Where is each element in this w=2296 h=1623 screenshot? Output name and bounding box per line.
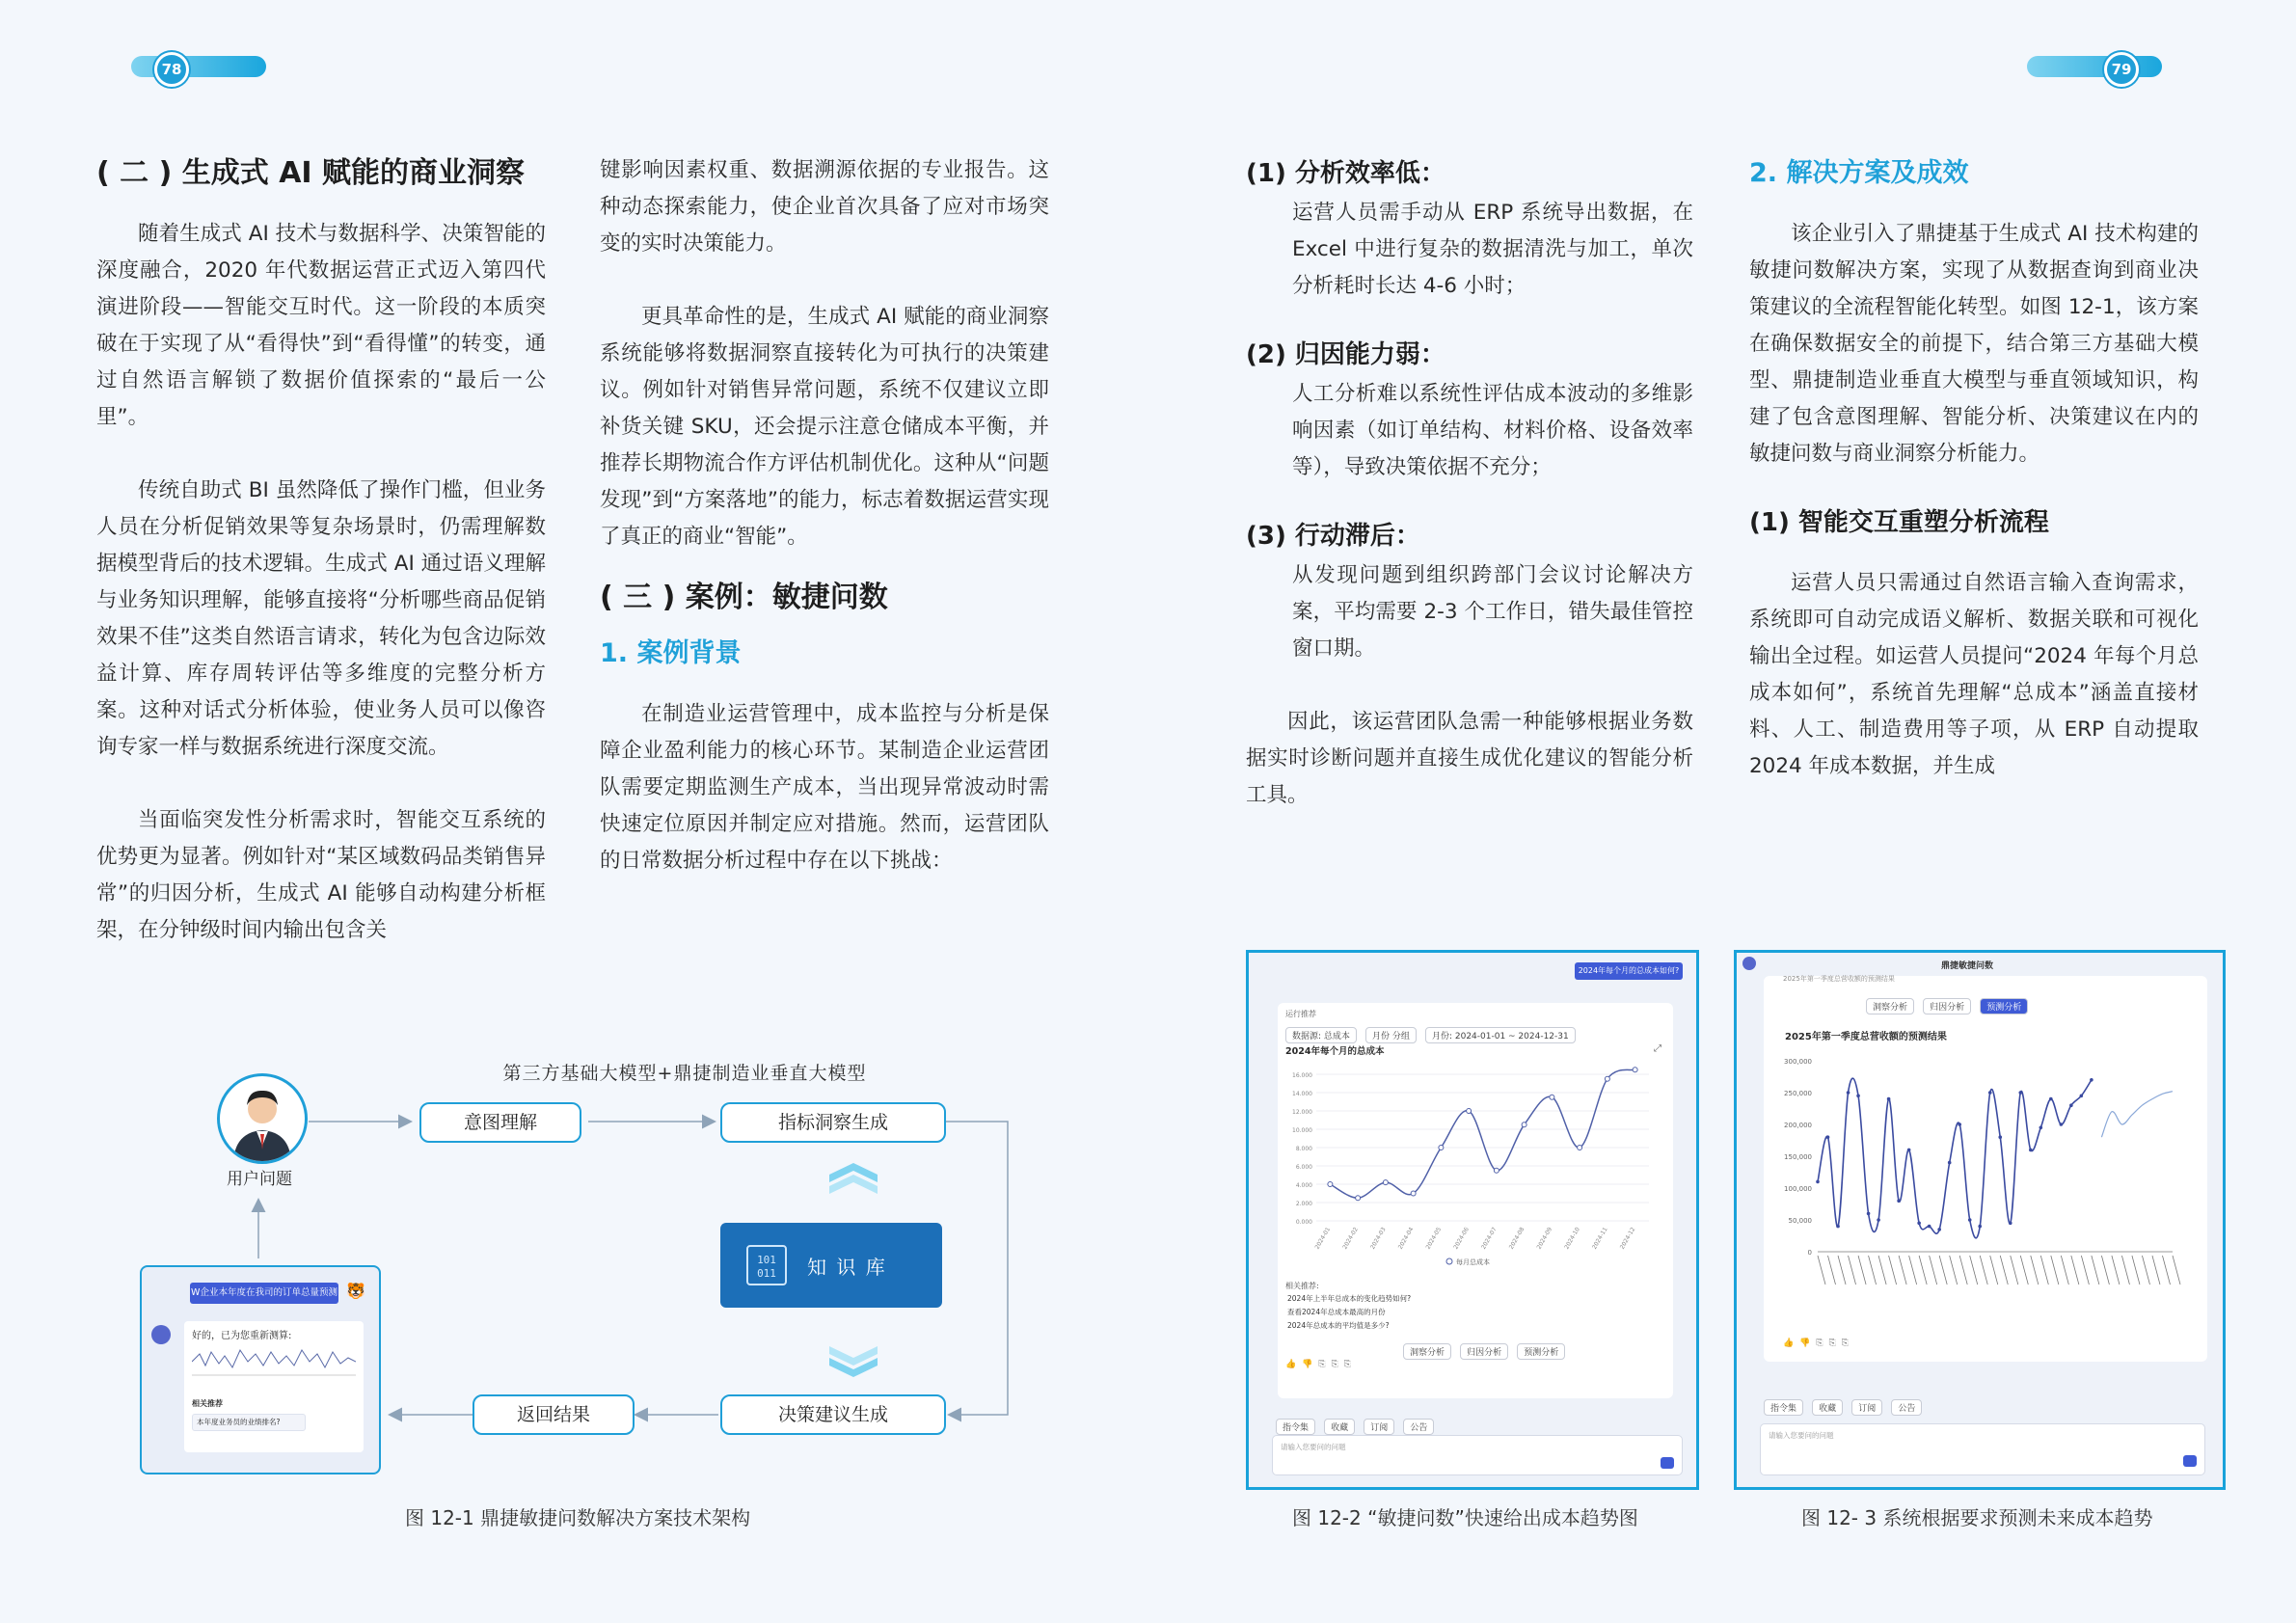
y-tick-label: 200,000 xyxy=(1784,1122,1812,1129)
data-point xyxy=(1383,1180,1388,1185)
y-tick-label: 100,000 xyxy=(1784,1185,1812,1193)
previous-title-snippet: 2025年第一季度总营收额的预测结果 xyxy=(1783,975,1895,983)
forecast-analysis-button[interactable]: 预测分析 xyxy=(1517,1343,1565,1360)
question-input[interactable] xyxy=(1760,1423,2205,1475)
challenge-heading-1: (1) 分析效率低： xyxy=(1246,159,1445,188)
thinking-label: 运行推荐 xyxy=(1285,1010,1316,1018)
related-label: 相关推荐: xyxy=(1285,1282,1319,1290)
paragraph: 人工分析难以系统性评估成本波动的多维影响因素（如订单结构、材料价格、设备效率等），导致决策依据不充分； xyxy=(1292,382,1693,479)
return-result-box: 返回结果 xyxy=(473,1394,635,1435)
challenge-heading-2: (2) 归因能力弱： xyxy=(1246,340,1445,369)
section-heading-2: ( 二 ) 生成式 AI 赋能的商业洞察 xyxy=(96,156,526,190)
legend-marker xyxy=(1446,1258,1452,1264)
data-point xyxy=(1856,1095,1860,1098)
data-point xyxy=(1522,1123,1526,1127)
y-tick-label: 0.000 xyxy=(1295,1219,1312,1226)
y-tick-label: 150,000 xyxy=(1784,1153,1812,1161)
x-tick-label: 2024-07 xyxy=(1480,1226,1499,1251)
question-input-placeholder: 请输入您要问的问题 xyxy=(1769,1431,1834,1440)
question-input[interactable] xyxy=(1272,1435,1683,1475)
mini-reply-card xyxy=(184,1321,364,1452)
app-header-title[interactable]: 鼎捷敏捷问数 xyxy=(1941,961,1994,971)
data-point xyxy=(1948,1161,1952,1165)
send-icon[interactable] xyxy=(2183,1455,2197,1467)
x-tick-label xyxy=(2000,1256,2008,1285)
series-line xyxy=(1330,1069,1634,1198)
right-column-1 xyxy=(1246,152,1693,814)
forecast-analysis-button[interactable]: 预测分析 xyxy=(1980,998,2028,1014)
left-column-1 xyxy=(96,152,546,949)
paragraph: 因此，该运营团队急需一种能够根据业务数据实时诊断问题并直接生成优化建议的智能分析工具。 xyxy=(1246,710,1693,807)
expand-icon[interactable]: ⤢ xyxy=(1654,1043,1661,1054)
paragraph: 运营人员需手动从 ERP 系统导出数据，在 Excel 中进行复杂的数据清洗与加工，单次分析耗时长达 4-6 小时； xyxy=(1292,201,1693,298)
answer-card xyxy=(1764,976,2207,1362)
suggestion-item[interactable]: 2024年总成本的平均值是多少? xyxy=(1287,1321,1390,1330)
command-set-button[interactable]: 指令集 xyxy=(1764,1399,1803,1416)
x-tick-label xyxy=(2040,1256,2048,1285)
x-tick-label xyxy=(2051,1256,2059,1285)
x-tick-label xyxy=(2020,1256,2028,1285)
x-tick-label: 2024-05 xyxy=(1424,1226,1444,1251)
toolbar xyxy=(1276,1416,1438,1435)
y-tick-label: 4.000 xyxy=(1295,1182,1312,1189)
feedback-icons[interactable]: 👍👎⎘⎘⎘ xyxy=(1285,1360,1358,1369)
y-tick-label: 0 xyxy=(1807,1249,1812,1257)
data-point xyxy=(1816,1180,1820,1184)
user-question-label: 用户问题 xyxy=(227,1170,292,1189)
answer-card xyxy=(1278,1003,1673,1398)
favorites-button[interactable]: 收藏 xyxy=(1812,1399,1843,1416)
x-tick-label xyxy=(2061,1256,2068,1285)
insight-analysis-button[interactable]: 洞察分析 xyxy=(1866,998,1914,1014)
x-tick-label xyxy=(1889,1256,1897,1285)
forecast-series-line xyxy=(2101,1092,2173,1138)
data-point xyxy=(2039,1126,2043,1130)
x-tick-label: 2024-03 xyxy=(1369,1226,1388,1251)
data-point xyxy=(1467,1109,1472,1114)
data-point xyxy=(1847,1091,1850,1095)
screenshot-forecast xyxy=(1734,950,2226,1490)
person-icon xyxy=(220,1076,305,1161)
y-tick-label: 50,000 xyxy=(1788,1217,1812,1225)
y-tick-label: 250,000 xyxy=(1784,1090,1812,1097)
x-tick-label xyxy=(1818,1256,1825,1285)
x-tick-label xyxy=(2092,1256,2099,1285)
data-point xyxy=(2018,1091,2022,1095)
data-point xyxy=(2029,1149,2033,1152)
subscribe-button[interactable]: 订阅 xyxy=(1364,1419,1394,1435)
data-point xyxy=(1887,1097,1891,1101)
suggestion-item[interactable]: 查看2024年总成本最高的月份 xyxy=(1287,1308,1386,1316)
x-tick-label: 2024-10 xyxy=(1563,1226,1581,1251)
x-tick-label xyxy=(2152,1256,2160,1285)
user-avatar xyxy=(217,1073,308,1164)
data-point xyxy=(1633,1068,1637,1072)
paragraph: 更具革命性的是，生成式 AI 赋能的商业洞察系统能够将数据洞察直接转化为可执行的决策建议。例如针对销售异常问题，系统不仅建议立即补货关键 SKU，还会提示注意仓储成本平衡，并推荐长期物流合作方评估机制优化。这种从“问题发现”到“方案落地”的能力，标志着数据运营实现了真正的商业“智能”。 xyxy=(600,305,1049,549)
filter-chip[interactable]: 月份 分组 xyxy=(1365,1027,1417,1043)
page-number-right: 79 xyxy=(2104,52,2139,87)
user-query-bubble: 2024年每个月的总成本如何? xyxy=(1575,962,1683,980)
x-tick-label xyxy=(1959,1256,1967,1285)
actual-series-line xyxy=(1818,1078,2092,1238)
svg-text:011: 011 xyxy=(757,1267,776,1280)
data-point xyxy=(1439,1146,1444,1150)
x-tick-label xyxy=(1950,1256,1958,1285)
x-tick-label xyxy=(1970,1256,1978,1285)
svg-text:101: 101 xyxy=(757,1254,776,1266)
legend-label: 每月总成本 xyxy=(1456,1258,1490,1266)
y-tick-label: 14.000 xyxy=(1292,1091,1312,1097)
data-point xyxy=(2009,1222,2012,1226)
right-column-2 xyxy=(1749,152,2199,785)
x-tick-label xyxy=(1980,1256,1987,1285)
chart-title: 2025年第一季度总营收额的预测结果 xyxy=(1785,1032,1947,1042)
x-tick-label: 2024-08 xyxy=(1507,1226,1526,1251)
data-point xyxy=(1550,1095,1554,1099)
x-tick-label xyxy=(1930,1256,1937,1285)
data-point xyxy=(1411,1191,1416,1196)
data-point xyxy=(2069,1103,2073,1107)
x-tick-label: 2024-09 xyxy=(1535,1226,1554,1251)
interaction-heading: (1) 智能交互重塑分析流程 xyxy=(1749,508,2049,537)
data-point xyxy=(1968,1218,1972,1222)
data-point xyxy=(1897,1199,1901,1203)
x-tick-label xyxy=(2081,1256,2089,1285)
mini-chart xyxy=(192,1342,356,1377)
analysis-actions xyxy=(1866,995,2032,1014)
x-tick-label: 2024-12 xyxy=(1618,1226,1637,1251)
paragraph: 该企业引入了鼎捷基于生成式 AI 技术构建的敏捷问数解决方案，实现了从数据查询到商业决策建议的全流程智能化转型。如图 12-1，该方案在确保数据安全的前提下，结合第三方基础大模型、鼎捷制造业垂直大模型与垂直领域知识，构建了包含意图理解、智能分析、决策建议在内的敏捷问数与商业洞察分析能力。 xyxy=(1749,222,2199,466)
figure-caption-12-3: 图 12- 3 系统根据要求预测未来成本趋势 xyxy=(1801,1506,2153,1529)
challenge-heading-3: (3) 行动滞后： xyxy=(1246,522,1420,551)
attribution-analysis-button[interactable]: 归因分析 xyxy=(1923,998,1971,1014)
case-background-heading: 1. 案例背景 xyxy=(600,638,742,668)
data-point xyxy=(1867,1212,1871,1216)
x-tick-label: 2024-02 xyxy=(1341,1226,1360,1251)
x-tick-label xyxy=(1990,1256,1998,1285)
data-point xyxy=(1928,1225,1931,1229)
x-tick-label xyxy=(1869,1256,1877,1285)
data-point xyxy=(2080,1095,2084,1098)
suggestion-item[interactable]: 2024年上半年总成本的变化趋势如何? xyxy=(1287,1294,1412,1303)
y-tick-label: 2.000 xyxy=(1295,1201,1312,1207)
x-tick-label xyxy=(1939,1256,1947,1285)
decision-box: 决策建议生成 xyxy=(720,1394,946,1435)
page-number-bar-left xyxy=(131,56,266,77)
paragraph: 随着生成式 AI 技术与数据科学、决策智能的深度融合，2020 年代数据运营正式迈入第四代演进阶段——智能交互时代。这一阶段的本质突破在于实现了从“看得快”到“看得懂”的转变，通过自然语言解锁了数据价值探索的“最后一公里”。 xyxy=(96,222,546,429)
x-tick-label xyxy=(2112,1256,2120,1285)
screenshot-cost-trend xyxy=(1246,950,1699,1490)
data-point xyxy=(2049,1097,2053,1101)
paragraph: 当面临突发性分析需求时，智能交互系统的优势更为显著。例如针对“某区域数码品类销售异常”的归因分析，生成式 AI 能够自动构建分析框架，在分钟级时间内输出包含关 xyxy=(96,808,546,942)
x-tick-label xyxy=(1878,1256,1886,1285)
data-point xyxy=(2060,1123,2064,1126)
bot-icon xyxy=(151,1325,171,1344)
insight-box: 指标洞察生成 xyxy=(720,1102,946,1143)
knowledge-base-box xyxy=(720,1223,942,1308)
solution-heading: 2. 解决方案及成效 xyxy=(1749,158,1969,188)
app-logo-icon xyxy=(1742,957,1756,970)
mini-suggestion: 本年度业务员的业绩排名? xyxy=(192,1414,306,1431)
question-input-placeholder: 请输入您要问的问题 xyxy=(1281,1443,1346,1451)
data-point xyxy=(1356,1196,1361,1201)
paragraph: 键影响因素权重、数据溯源依据的专业报告。这种动态探索能力，使企业首次具备了应对市场突变的实时决策能力。 xyxy=(600,158,1049,256)
data-point xyxy=(1998,1135,2002,1139)
data-point xyxy=(1328,1182,1333,1187)
x-tick-label: 2024-06 xyxy=(1452,1226,1471,1251)
x-tick-label xyxy=(1909,1256,1917,1285)
x-tick-label: 2024-01 xyxy=(1313,1226,1333,1251)
filter-bar xyxy=(1285,1024,1661,1043)
x-tick-label xyxy=(1838,1256,1846,1285)
data-point xyxy=(1937,1228,1941,1231)
tiger-icon: 🐯 xyxy=(346,1282,365,1300)
data-point xyxy=(1988,1091,1992,1095)
feedback-icons[interactable]: 👍👎⎘⎘⎘ xyxy=(1783,1339,1855,1348)
filter-chip[interactable]: 月份: 2024-01-01 ~ 2024-12-31 xyxy=(1425,1027,1576,1043)
data-point xyxy=(1826,1135,1830,1139)
cost-line-chart xyxy=(1278,1057,1663,1269)
paragraph: 传统自助式 BI 虽然降低了操作门槛，但业务人员在分析促销效果等复杂场景时，仍需理解数据模型背后的技术逻辑。生成式 AI 通过语义理解与业务知识理解，能够直接将“分析哪些商品促销效果不佳”这类自然语言请求，转化为包含边际效益计算、库存周转评估等多维度的完整分析方案。这种对话式分析体验，使业务人员可以像咨询专家一样与数据系统进行深度交流。 xyxy=(96,478,546,759)
filter-chip[interactable]: 数据源: 总成本 xyxy=(1285,1027,1357,1043)
x-tick-label xyxy=(2101,1256,2109,1285)
chart-title: 2024年每个月的总成本 xyxy=(1285,1046,1385,1057)
x-tick-label: 2024-11 xyxy=(1591,1226,1609,1251)
analysis-actions xyxy=(1403,1340,1569,1360)
announcement-button[interactable]: 公告 xyxy=(1403,1419,1434,1435)
intent-box: 意图理解 xyxy=(419,1102,581,1143)
data-point xyxy=(1917,1222,1921,1226)
paragraph: 在制造业运营管理中，成本监控与分析是保障企业盈利能力的核心环节。某制造企业运营团队需要定期监测生产成本，当出现异常波动时需快速定位原因并制定应对措施。然而，运营团队的日常数据分析过程中存在以下挑战： xyxy=(600,702,1049,873)
mini-reply-text: 好的，已为您重新测算: xyxy=(192,1331,292,1341)
x-tick-label xyxy=(2011,1256,2018,1285)
data-point xyxy=(1494,1168,1499,1173)
send-icon[interactable] xyxy=(1661,1457,1674,1469)
mini-chat-screenshot xyxy=(140,1265,381,1474)
x-tick-label xyxy=(2031,1256,2039,1285)
page-number-left: 78 xyxy=(154,52,189,87)
insight-analysis-button[interactable]: 洞察分析 xyxy=(1403,1343,1451,1360)
y-tick-label: 8.000 xyxy=(1295,1146,1312,1152)
command-set-button[interactable]: 指令集 xyxy=(1276,1419,1315,1435)
section-heading-3: ( 三 ) 案例：敏捷问数 xyxy=(600,581,888,614)
x-tick-label xyxy=(2132,1256,2140,1285)
left-column-2 xyxy=(600,152,1049,879)
y-tick-label: 16.000 xyxy=(1292,1072,1312,1079)
data-point xyxy=(1877,1218,1880,1222)
toolbar xyxy=(1764,1396,1926,1416)
y-tick-label: 12.000 xyxy=(1292,1109,1312,1116)
mini-related-label: 相关推荐 xyxy=(192,1399,223,1408)
x-tick-label xyxy=(1919,1256,1927,1285)
x-tick-label xyxy=(2121,1256,2129,1285)
book-icon xyxy=(743,1242,790,1288)
x-tick-label: 2024-04 xyxy=(1396,1226,1416,1251)
architecture-diagram xyxy=(116,1051,1032,1485)
x-tick-label xyxy=(2142,1256,2149,1285)
data-point xyxy=(1907,1149,1911,1152)
forecast-line-chart xyxy=(1768,1049,2192,1319)
x-tick-label xyxy=(1828,1256,1836,1285)
figure-caption-12-1: 图 12-1 鼎捷敏捷问数解决方案技术架构 xyxy=(405,1506,751,1529)
x-tick-label xyxy=(2173,1256,2180,1285)
favorites-button[interactable]: 收藏 xyxy=(1324,1419,1355,1435)
y-tick-label: 10.000 xyxy=(1292,1127,1312,1134)
y-tick-label: 6.000 xyxy=(1295,1164,1312,1171)
knowledge-base-label: 知 识 库 xyxy=(807,1256,887,1279)
data-point xyxy=(1836,1225,1840,1229)
x-tick-label xyxy=(1899,1256,1906,1285)
x-tick-label xyxy=(1849,1256,1856,1285)
x-tick-label xyxy=(1858,1256,1866,1285)
diagram-top-label: 第三方基础大模型+鼎捷制造业垂直大模型 xyxy=(502,1063,867,1084)
y-tick-label: 300,000 xyxy=(1784,1058,1812,1066)
announcement-button[interactable]: 公告 xyxy=(1891,1399,1922,1416)
paragraph: 运营人员只需通过自然语言输入查询需求，系统即可自动完成语义解析、数据关联和可视化输出全过程。如运营人员提问“2024 年每个月总成本如何”，系统首先理解“总成本”涵盖直接材料、人工、制造费用等子项，从 ERP 自动提取 2024 年成本数据，并生成 xyxy=(1749,571,2199,778)
subscribe-button[interactable]: 订阅 xyxy=(1851,1399,1882,1416)
attribution-analysis-button[interactable]: 归因分析 xyxy=(1460,1343,1508,1360)
data-point xyxy=(2090,1078,2093,1082)
x-tick-label xyxy=(2071,1256,2079,1285)
paragraph: 从发现问题到组织跨部门会议讨论解决方案，平均需要 2-3 个工作日，错失最佳管控窗口期。 xyxy=(1292,563,1693,661)
data-point xyxy=(1578,1146,1582,1150)
x-tick-label xyxy=(2162,1256,2170,1285)
figure-caption-12-2: 图 12-2 “敏捷问数”快速给出成本趋势图 xyxy=(1292,1506,1638,1529)
data-point xyxy=(1978,1225,1982,1229)
data-point xyxy=(1605,1076,1609,1081)
data-point xyxy=(1958,1123,1961,1126)
mini-question-bubble: W企业本年度在我司的订单总量预测 xyxy=(190,1283,338,1304)
page-number-bar-right xyxy=(2027,56,2162,77)
